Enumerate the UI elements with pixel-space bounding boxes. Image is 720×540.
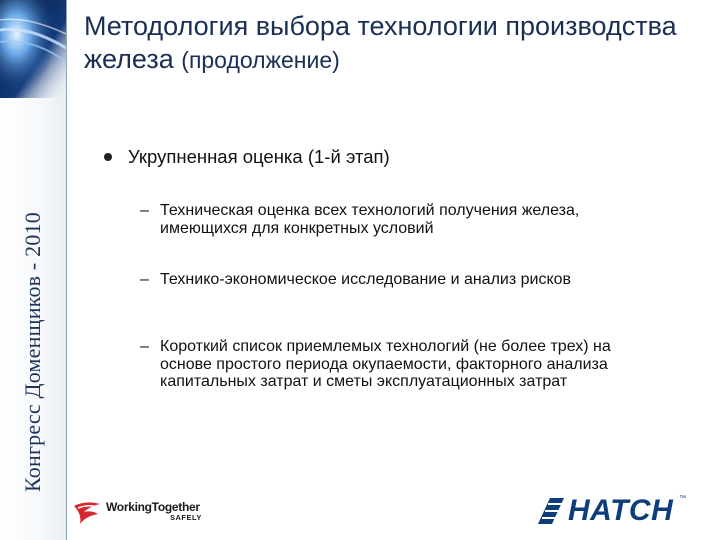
bullet-dot-icon: [104, 153, 112, 161]
working-together-text: WorkingTogether: [106, 500, 200, 514]
sub-bullet-text: Короткий список приемлемых технологий (не более трех) на основе простого периода окупаемости, факторного анализа капитальных затрат и сметы эксплуатационных затрат: [160, 338, 611, 390]
sub-bullet-text: Техническая оценка всех технологий получения железа, имеющихся для конкретных условий: [160, 202, 580, 237]
slide-title-main: Методология выбора технологии производства железа: [84, 11, 677, 74]
dash-marker: –: [140, 271, 149, 288]
working-together-safely-text: SAFELY: [170, 513, 202, 522]
hatch-trademark: ™: [679, 495, 686, 502]
working-together-swoosh-icon: [72, 498, 104, 526]
slide-title: [84, 10, 704, 77]
sub-bullet-item: [140, 202, 660, 237]
corner-art-graphic: [0, 0, 66, 98]
slide-title-suffix: (продолжение): [181, 47, 340, 73]
hatch-logo: [538, 494, 688, 528]
sub-bullet-item: [140, 338, 660, 391]
side-divider: [66, 0, 67, 540]
bullet-item: [104, 146, 664, 168]
hatch-mark-icon: [538, 498, 564, 524]
vertical-caption: Конгресс Доменщиков - 2010: [20, 212, 45, 492]
sub-bullet-item: [140, 271, 660, 289]
hatch-wordmark: HATCH: [568, 494, 674, 527]
bullet-text: Укрупненная оценка (1-й этап): [128, 146, 390, 167]
dash-marker: –: [140, 338, 149, 355]
working-together-logo: [72, 498, 212, 528]
dash-marker: –: [140, 202, 149, 219]
sub-bullet-text: Технико-экономическое исследование и анализ рисков: [160, 271, 572, 288]
